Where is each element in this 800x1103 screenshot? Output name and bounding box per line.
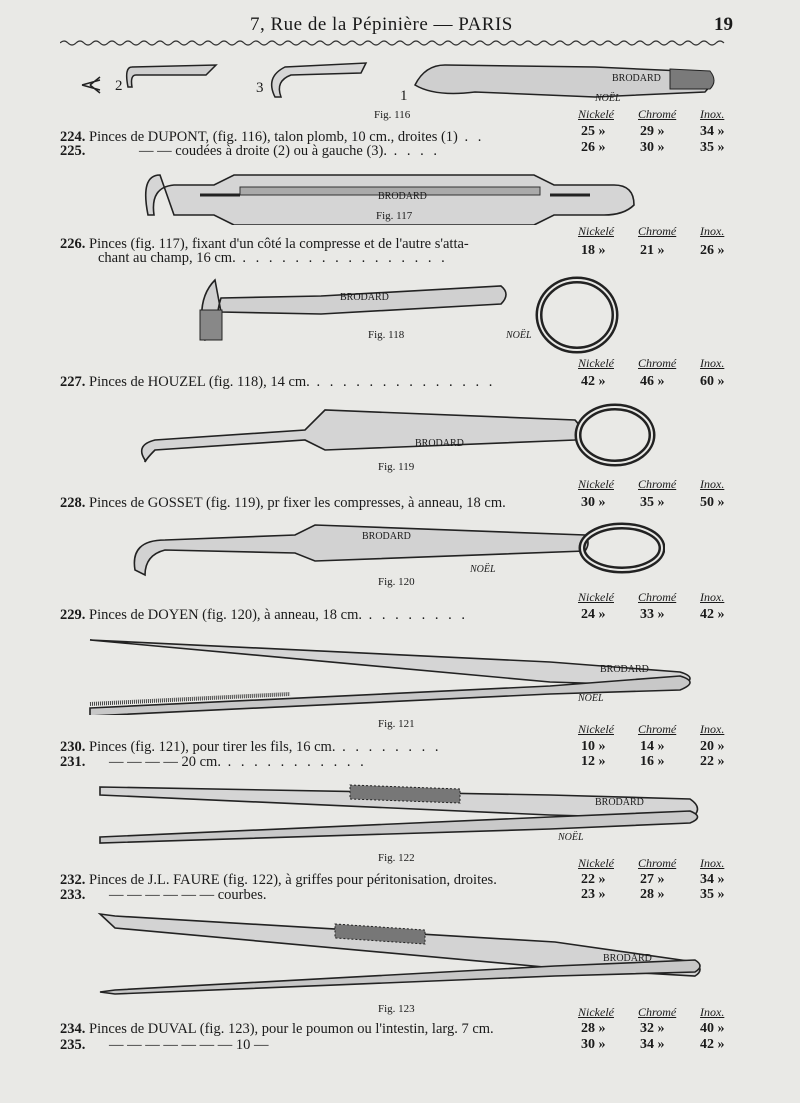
col-header-inox-2: Inox.	[700, 224, 725, 238]
item-234-price-inox: 40 »	[700, 1021, 725, 1036]
col-header-inox-7: Inox.	[700, 856, 725, 870]
item-227-price-inox: 60 »	[700, 374, 725, 389]
item-225-price-nickele: 26 »	[581, 140, 606, 155]
item-225: 225. — — coudées à droite (2) ou à gauche (3). . . . .	[60, 143, 441, 159]
col-header-nickele-3: Nickelé	[578, 356, 614, 370]
figure-121-mark: NOËL	[578, 693, 604, 704]
figure-118-maker: BRODARD	[340, 292, 389, 303]
item-225-number: 225.	[60, 143, 86, 159]
item-235-description: — — — — — — — 10 —	[109, 1037, 269, 1053]
figure-122-illustration	[95, 775, 710, 850]
col-header-nickele: Nickelé	[578, 107, 614, 121]
figure-122-mark: NOËL	[558, 832, 584, 843]
figure-116-part-3: 3	[256, 80, 264, 96]
item-226-description-line2: chant au champ, 16 cm.	[98, 250, 236, 266]
col-header-nickele-4: Nickelé	[578, 477, 614, 491]
item-229: 229. Pinces de DOYEN (fig. 120), à anneau, 18 cm. . . . . . . . .	[60, 607, 469, 623]
figure-117-caption: Fig. 117	[376, 210, 413, 222]
figure-119-maker: BRODARD	[415, 438, 464, 449]
col-header-inox: Inox.	[700, 107, 725, 121]
figure-116-maker: BRODARD	[612, 73, 661, 84]
item-225-description: — — coudées à droite (2) ou à gauche (3).	[139, 143, 388, 159]
item-226-description: Pinces (fig. 117), fixant d'un côté la compresse et de l'autre s'atta-	[89, 236, 469, 252]
item-230: 230. Pinces (fig. 121), pour tirer les fils, 16 cm. . . . . . . . .	[60, 739, 442, 755]
item-233-price-nickele: 23 »	[581, 887, 606, 902]
item-229-number: 229.	[60, 607, 86, 623]
item-231-price-inox: 22 »	[700, 754, 725, 769]
col-header-chrome-2: Chromé	[638, 224, 677, 238]
col-header-nickele-2: Nickelé	[578, 224, 614, 238]
item-224: 224. Pinces de DUPONT, (fig. 116), talon plomb, 10 cm., droites (1) . .	[60, 129, 485, 145]
col-header-chrome-5: Chromé	[638, 590, 677, 604]
header-wavy-rule	[60, 38, 735, 48]
item-234-price-nickele: 28 »	[581, 1021, 606, 1036]
figure-118-illustration	[185, 270, 630, 355]
item-224-number: 224.	[60, 129, 86, 145]
item-227-price-nickele: 42 »	[581, 374, 606, 389]
col-header-inox-3: Inox.	[700, 356, 725, 370]
figure-121-caption: Fig. 121	[378, 718, 415, 730]
col-header-chrome-4: Chromé	[638, 477, 677, 491]
page-header-title: 7, Rue de la Pépinière — PARIS	[250, 14, 513, 35]
item-231: 231. — — — — 20 cm. . . . . . . . . . . .	[60, 754, 367, 770]
col-header-nickele-5: Nickelé	[578, 590, 614, 604]
item-227: 227. Pinces de HOUZEL (fig. 118), 14 cm. . . . . . . . . . . . . . .	[60, 374, 496, 390]
item-224-price-chrome: 29 »	[640, 124, 665, 139]
item-235-number: 235.	[60, 1037, 86, 1053]
figure-122-caption: Fig. 122	[378, 852, 415, 864]
item-229-description: Pinces de DOYEN (fig. 120), à anneau, 18 cm.	[89, 607, 363, 623]
figure-121-maker: BRODARD	[600, 664, 649, 675]
item-224-price-inox: 34 »	[700, 124, 725, 139]
col-header-chrome-6: Chromé	[638, 722, 677, 736]
item-235	[60, 1037, 269, 1054]
col-header-inox-6: Inox.	[700, 722, 725, 736]
item-232-number: 232.	[60, 872, 86, 888]
col-header-nickele-7: Nickelé	[578, 856, 614, 870]
figure-116-part-2: 2	[115, 78, 123, 94]
item-224-price-nickele: 25 »	[581, 124, 606, 139]
col-header-chrome-7: Chromé	[638, 856, 677, 870]
item-227-price-chrome: 46 »	[640, 374, 665, 389]
item-225-price-inox: 35 »	[700, 140, 725, 155]
col-header-chrome: Chromé	[638, 107, 677, 121]
item-228-description: Pinces de GOSSET (fig. 119), pr fixer les compresses, à anneau, 18 cm.	[89, 495, 506, 511]
item-232-price-nickele: 22 »	[581, 872, 606, 887]
col-header-chrome-8: Chromé	[638, 1005, 677, 1019]
item-233-description: — — — — — — courbes.	[109, 887, 267, 903]
item-228-price-chrome: 35 »	[640, 495, 665, 510]
item-229-price-inox: 42 »	[700, 607, 725, 622]
col-header-chrome-3: Chromé	[638, 356, 677, 370]
item-234-number: 234.	[60, 1021, 86, 1037]
item-227-number: 227.	[60, 374, 86, 390]
item-226-price-nickele: 18 »	[581, 243, 606, 258]
figure-116-part-1: 1	[400, 88, 408, 104]
item-228-number: 228.	[60, 495, 86, 511]
item-226-price-chrome: 21 »	[640, 243, 665, 258]
item-232-price-inox: 34 »	[700, 872, 725, 887]
figure-120-mark: NOËL	[470, 564, 496, 575]
col-header-inox-8: Inox.	[700, 1005, 725, 1019]
item-231-price-chrome: 16 »	[640, 754, 665, 769]
item-225-price-chrome: 30 »	[640, 140, 665, 155]
item-228	[60, 495, 506, 512]
item-235-price-chrome: 34 »	[640, 1037, 665, 1052]
item-227-description: Pinces de HOUZEL (fig. 118), 14 cm.	[89, 374, 310, 390]
figure-122-maker: BRODARD	[595, 797, 644, 808]
item-234-description: Pinces de DUVAL (fig. 123), pour le poumon ou l'intestin, larg. 7 cm.	[89, 1021, 494, 1037]
item-226-price-inox: 26 »	[700, 243, 725, 258]
figure-116-mark: NOËL	[595, 93, 621, 104]
figure-123-caption: Fig. 123	[378, 1003, 415, 1015]
item-230-price-inox: 20 »	[700, 739, 725, 754]
col-header-nickele-8: Nickelé	[578, 1005, 614, 1019]
item-229-price-chrome: 33 »	[640, 607, 665, 622]
col-header-inox-4: Inox.	[700, 477, 725, 491]
figure-119-illustration	[125, 400, 660, 470]
item-230-price-chrome: 14 »	[640, 739, 665, 754]
item-230-number: 230.	[60, 739, 86, 755]
item-224-description: Pinces de DUPONT, (fig. 116), talon plomb, 10 cm., droites (1)	[89, 129, 458, 145]
figure-123-maker: BRODARD	[603, 953, 652, 964]
item-231-description: — — — — 20 cm.	[109, 754, 221, 770]
item-235-price-nickele: 30 »	[581, 1037, 606, 1052]
item-234-price-chrome: 32 »	[640, 1021, 665, 1036]
item-230-price-nickele: 10 »	[581, 739, 606, 754]
item-233-number: 233.	[60, 887, 86, 903]
figure-120-maker: BRODARD	[362, 531, 411, 542]
item-231-number: 231.	[60, 754, 86, 770]
item-234	[60, 1021, 494, 1038]
item-228-price-inox: 50 »	[700, 495, 725, 510]
figure-120-illustration	[125, 520, 665, 580]
page-number: 19	[714, 14, 733, 35]
col-header-inox-5: Inox.	[700, 590, 725, 604]
figure-116-caption: Fig. 116	[374, 109, 411, 121]
item-233-price-chrome: 28 »	[640, 887, 665, 902]
item-232-description: Pinces de J.L. FAURE (fig. 122), à griffes pour péritonisation, droites.	[89, 872, 497, 888]
item-235-price-inox: 42 »	[700, 1037, 725, 1052]
item-229-price-nickele: 24 »	[581, 607, 606, 622]
item-230-description: Pinces (fig. 121), pour tirer les fils, 16 cm.	[89, 739, 336, 755]
figure-118-caption: Fig. 118	[368, 329, 405, 341]
figure-120-caption: Fig. 120	[378, 576, 415, 588]
item-226-number: 226.	[60, 236, 86, 252]
figure-117-maker: BRODARD	[378, 191, 427, 202]
item-228-price-nickele: 30 »	[581, 495, 606, 510]
item-231-price-nickele: 12 »	[581, 754, 606, 769]
item-233-price-inox: 35 »	[700, 887, 725, 902]
col-header-nickele-6: Nickelé	[578, 722, 614, 736]
page-header	[0, 8, 800, 38]
item-226-line2: chant au champ, 16 cm. . . . . . . . . . . . . . . . .	[98, 250, 448, 266]
figure-119-caption: Fig. 119	[378, 461, 415, 473]
figure-118-mark: NOËL	[506, 330, 532, 341]
item-233	[60, 887, 266, 904]
item-232-price-chrome: 27 »	[640, 872, 665, 887]
